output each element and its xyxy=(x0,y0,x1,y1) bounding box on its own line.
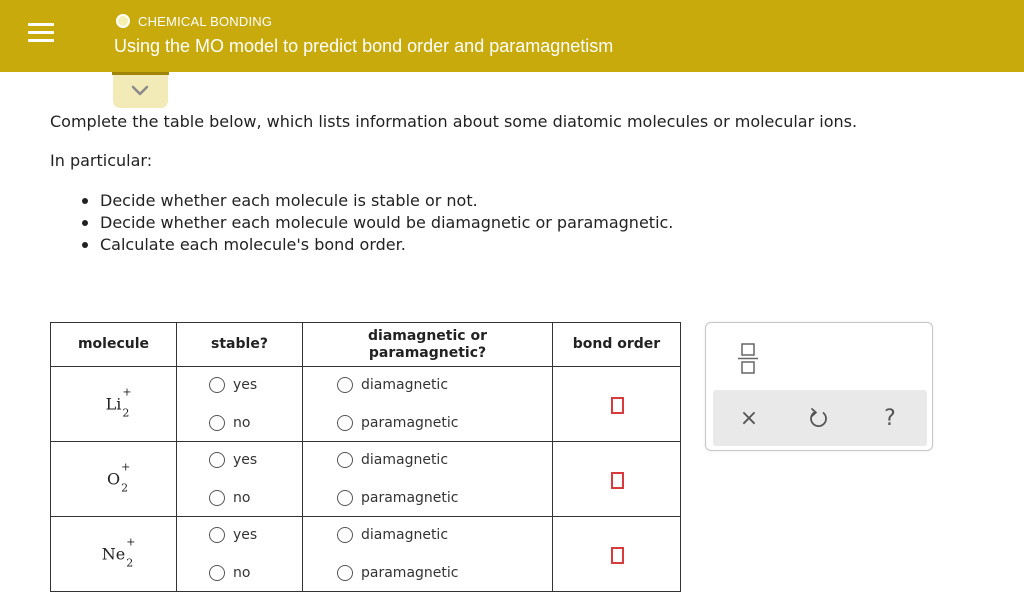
header-magnetism xyxy=(303,323,553,367)
radio-button[interactable] xyxy=(337,377,353,393)
molecule-subscript: 2 xyxy=(121,481,129,495)
stable-no-option[interactable] xyxy=(209,415,250,431)
bond-order-input[interactable] xyxy=(611,472,624,489)
molecule-formula xyxy=(105,385,132,420)
molecule-cell xyxy=(51,367,177,442)
instruction-bullet: Calculate each molecule's bond order. xyxy=(80,234,673,256)
table-row xyxy=(51,367,681,442)
fraction-icon-graphic xyxy=(736,341,760,375)
option-label: paramagnetic xyxy=(361,490,459,506)
magnetism-cell xyxy=(303,367,553,442)
topic-row xyxy=(116,12,272,30)
molecule-formula xyxy=(106,460,131,495)
paramagnetic-option[interactable] xyxy=(337,565,458,581)
table-header-row xyxy=(51,323,681,367)
stable-yes-option[interactable] xyxy=(209,452,257,468)
option-label: paramagnetic xyxy=(361,565,459,581)
molecule-table xyxy=(50,322,681,592)
page-title: Using the MO model to predict bond order and paramagnetism xyxy=(114,36,614,56)
chevron-down-icon xyxy=(130,84,150,98)
header-stable: stable? xyxy=(177,323,303,367)
radio-button[interactable] xyxy=(209,490,225,506)
molecule-subscript: 2 xyxy=(126,556,134,570)
option-label: diamagnetic xyxy=(361,527,449,543)
radio-button[interactable] xyxy=(209,527,225,543)
option-label: paramagnetic xyxy=(361,415,459,431)
undo-button[interactable] xyxy=(789,390,849,446)
molecule-symbol: O xyxy=(106,469,121,489)
option-label: diamagnetic xyxy=(361,452,449,468)
stable-no-option[interactable] xyxy=(209,490,250,506)
radio-button[interactable] xyxy=(337,527,353,543)
option-label: yes xyxy=(233,377,258,393)
tool-bar xyxy=(713,390,927,446)
option-label: no xyxy=(233,565,251,581)
bond-order-cell xyxy=(553,367,681,442)
stable-yes-option[interactable] xyxy=(209,527,257,543)
molecule-formula xyxy=(101,535,136,570)
molecule-charge: + xyxy=(121,460,131,474)
radio-button[interactable] xyxy=(209,415,225,431)
instruction-bullet: Decide whether each molecule would be diamagnetic or paramagnetic. xyxy=(80,212,673,234)
table-row xyxy=(51,442,681,517)
radio-button[interactable] xyxy=(337,565,353,581)
bond-order-input[interactable] xyxy=(611,547,624,564)
fraction-icon[interactable] xyxy=(736,341,760,375)
diamagnetic-option[interactable] xyxy=(337,452,448,468)
top-banner xyxy=(0,0,1024,72)
stable-cell xyxy=(177,442,303,517)
option-label: no xyxy=(233,490,251,506)
molecule-charge: + xyxy=(126,535,136,549)
expand-button[interactable] xyxy=(113,75,168,108)
stable-no-option[interactable] xyxy=(209,565,250,581)
header-molecule: molecule xyxy=(51,323,177,367)
radio-button[interactable] xyxy=(337,415,353,431)
table-row xyxy=(51,517,681,592)
radio-button[interactable] xyxy=(337,490,353,506)
option-label: yes xyxy=(233,527,258,543)
instructions-list xyxy=(80,190,673,256)
help-button[interactable]: ? xyxy=(884,405,896,431)
topic-label: CHEMICAL BONDING xyxy=(138,13,273,29)
hamburger-icon[interactable] xyxy=(28,21,54,45)
header-bond-order: bond order xyxy=(553,323,681,367)
clear-button[interactable]: × xyxy=(739,405,759,431)
molecule-cell xyxy=(51,517,177,592)
undo-icon xyxy=(808,407,830,429)
topic-status-icon xyxy=(116,14,130,28)
stable-cell xyxy=(177,517,303,592)
radio-button[interactable] xyxy=(337,452,353,468)
bond-order-cell xyxy=(553,517,681,592)
header-magnetism-line1: diamagnetic or xyxy=(368,327,487,344)
radio-button[interactable] xyxy=(209,377,225,393)
molecule-subscript: 2 xyxy=(122,406,130,420)
bond-order-input[interactable] xyxy=(611,397,624,414)
option-label: yes xyxy=(233,452,258,468)
bond-order-cell xyxy=(553,442,681,517)
diamagnetic-option[interactable] xyxy=(337,527,448,543)
molecule-symbol: Ne xyxy=(101,544,126,564)
molecule-cell xyxy=(51,442,177,517)
answer-tools-panel xyxy=(705,322,933,451)
radio-button[interactable] xyxy=(209,565,225,581)
instruction-bullet: Decide whether each molecule is stable or not. xyxy=(80,190,673,212)
option-label: no xyxy=(233,415,251,431)
stable-yes-option[interactable] xyxy=(209,377,257,393)
molecule-symbol: Li xyxy=(105,394,122,414)
instructions-lead: In particular: xyxy=(50,151,153,170)
option-label: diamagnetic xyxy=(361,377,449,393)
diamagnetic-option[interactable] xyxy=(337,377,448,393)
paramagnetic-option[interactable] xyxy=(337,490,458,506)
instructions-intro: Complete the table below, which lists information about some diatomic molecules or molecular ions. xyxy=(50,112,858,131)
molecule-charge: + xyxy=(122,385,132,399)
radio-button[interactable] xyxy=(209,452,225,468)
stable-cell xyxy=(177,367,303,442)
header-magnetism-line2: paramagnetic? xyxy=(368,344,487,361)
magnetism-cell xyxy=(303,517,553,592)
magnetism-cell xyxy=(303,442,553,517)
paramagnetic-option[interactable] xyxy=(337,415,458,431)
